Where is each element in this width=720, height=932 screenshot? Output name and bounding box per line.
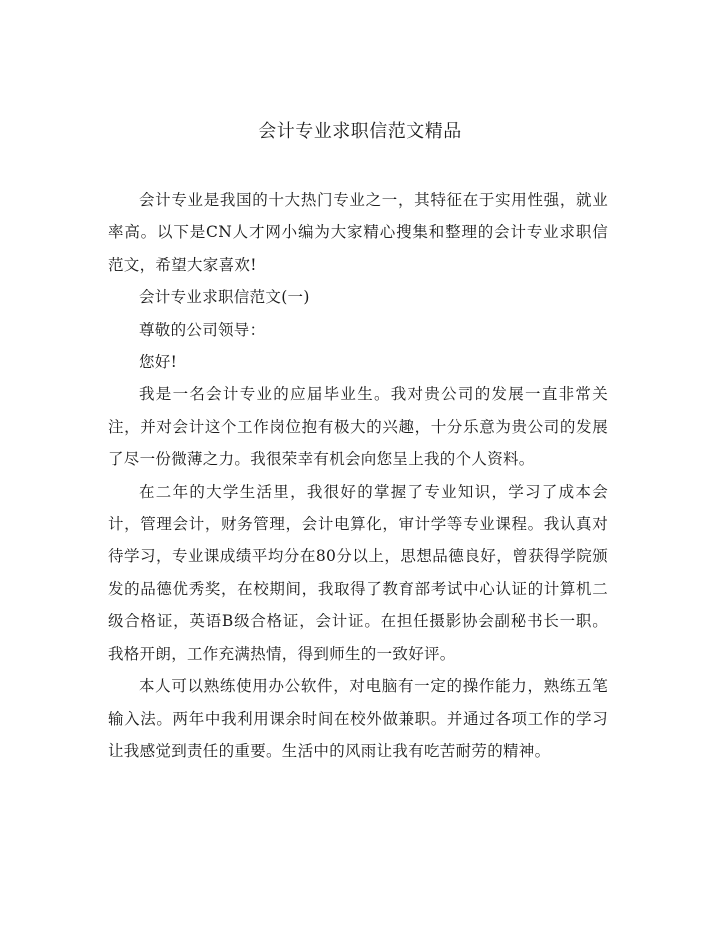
paragraph-salutation: 尊敬的公司领导： — [139, 320, 266, 339]
paragraph-section-heading: 会计专业求职信范文(一) — [139, 288, 310, 307]
document-title: 会计专业求职信范文精品 — [258, 121, 462, 142]
paragraph-education: 在二年的大学生活里，我很好的掌握了专业知识，学习了成本会计，管理会计，财务管理，会计电算化，审计学等专业课程。我认真对待学习，专业课成绩平均分在80分以上，思想品德良好，曾获得学院颁发的品德优秀奖，在校期间，我取得了教育部考试中心认证的计算机二级合格证，英语B级合格证，会计证。在担任摄影协会副秘书长一职。我格开朗，工作充满热情，得到师生的一致好评。 — [108, 482, 608, 663]
paragraph-introduction: 我是一名会计专业的应届毕业生。我对贵公司的发展一直非常关注，并对会计这个工作岗位抱有极大的兴趣，十分乐意为贵公司的发展了尽一份微薄之力。我很荣幸有机会向您呈上我的个人资料。 — [108, 385, 608, 469]
paragraph-intro: 会计专业是我国的十大热门专业之一，其特征在于实用性强，就业率高。以下是CN人才网小编为大家精心搜集和整理的会计专业求职信范文，希望大家喜欢! — [108, 191, 608, 274]
document-body — [108, 184, 608, 767]
paragraph-greeting: 您好! — [139, 353, 178, 372]
paragraph-skills: 本人可以熟练使用办公软件，对电脑有一定的操作能力，熟练五笔输入法。两年中我利用课余时间在校外做兼职。并通过各项工作的学习让我感觉到责任的重要。生活中的风雨让我有吃苦耐劳的精神。 — [108, 677, 608, 760]
